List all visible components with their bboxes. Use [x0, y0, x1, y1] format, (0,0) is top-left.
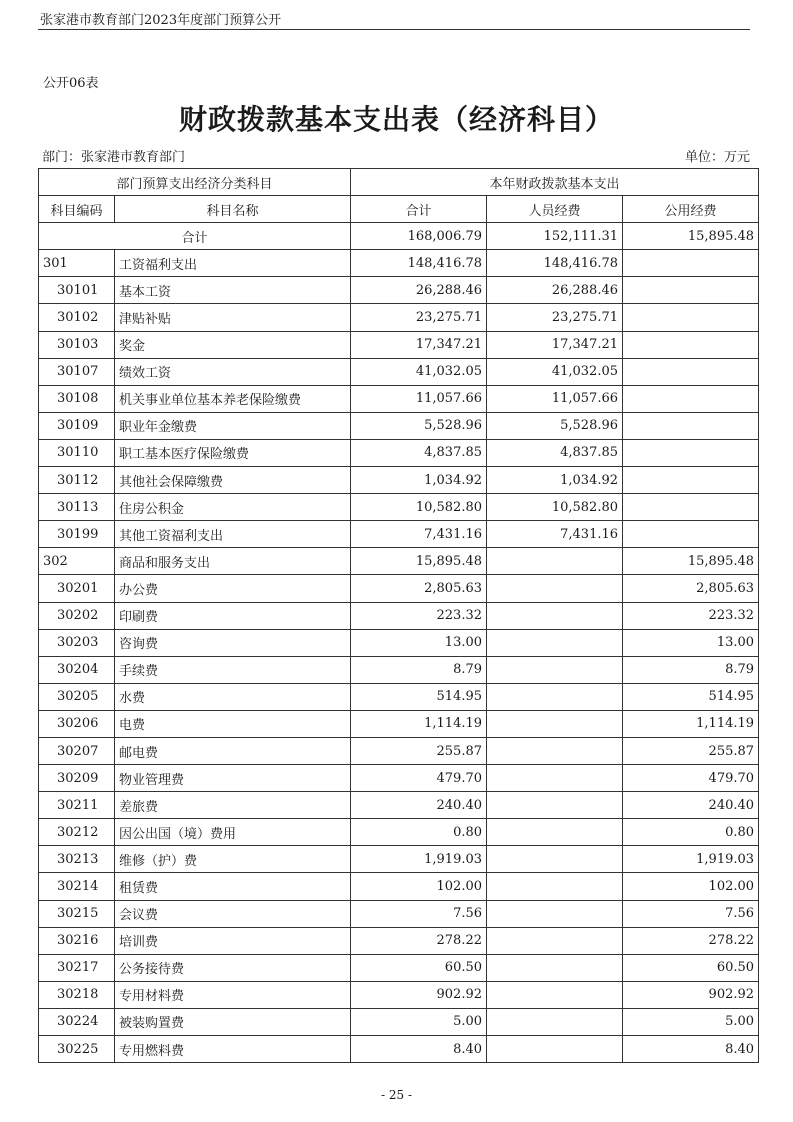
row-personnel	[487, 954, 623, 981]
row-public: 255.87	[623, 737, 759, 764]
row-personnel: 17,347.21	[487, 331, 623, 358]
group-header-row	[39, 169, 759, 196]
row-name: 商品和服务支出	[115, 548, 351, 575]
total-total: 168,006.79	[351, 223, 487, 250]
row-public: 8.79	[623, 656, 759, 683]
table-row	[39, 467, 759, 494]
row-name: 住房公积金	[115, 494, 351, 521]
row-name: 手续费	[115, 656, 351, 683]
table-row	[39, 873, 759, 900]
total-label: 合计	[39, 223, 351, 250]
row-public: 13.00	[623, 629, 759, 656]
table-row	[39, 1008, 759, 1035]
row-personnel: 26,288.46	[487, 277, 623, 304]
row-code: 30224	[39, 1008, 115, 1035]
row-personnel: 10,582.80	[487, 494, 623, 521]
row-total: 240.40	[351, 792, 487, 819]
row-name: 办公费	[115, 575, 351, 602]
row-code: 30113	[39, 494, 115, 521]
row-public: 0.80	[623, 819, 759, 846]
row-total: 278.22	[351, 927, 487, 954]
department-label: 部门：张家港市教育部门	[42, 150, 186, 165]
row-total: 60.50	[351, 954, 487, 981]
page-number: - 25 -	[380, 1088, 412, 1102]
row-public: 223.32	[623, 602, 759, 629]
row-total: 17,347.21	[351, 331, 487, 358]
row-code: 30206	[39, 710, 115, 737]
row-name: 专用燃料费	[115, 1036, 351, 1063]
row-name: 水费	[115, 683, 351, 710]
table-row	[39, 629, 759, 656]
row-public: 7.56	[623, 900, 759, 927]
row-name: 差旅费	[115, 792, 351, 819]
row-personnel	[487, 792, 623, 819]
row-total: 255.87	[351, 737, 487, 764]
table-row	[39, 250, 759, 277]
table-row	[39, 954, 759, 981]
row-public: 240.40	[623, 792, 759, 819]
row-name: 因公出国（境）费用	[115, 819, 351, 846]
row-personnel	[487, 1008, 623, 1035]
row-personnel	[487, 819, 623, 846]
row-public: 1,114.19	[623, 710, 759, 737]
row-total: 15,895.48	[351, 548, 487, 575]
row-code: 30207	[39, 737, 115, 764]
table-row	[39, 575, 759, 602]
row-total: 0.80	[351, 819, 487, 846]
table-row	[39, 819, 759, 846]
table-row	[39, 277, 759, 304]
row-personnel	[487, 683, 623, 710]
row-code: 30202	[39, 602, 115, 629]
column-header-total: 合计	[351, 196, 487, 223]
row-code: 30110	[39, 439, 115, 466]
row-total: 11,057.66	[351, 385, 487, 412]
row-total: 13.00	[351, 629, 487, 656]
table-row	[39, 656, 759, 683]
table-row	[39, 304, 759, 331]
row-total: 5.00	[351, 1008, 487, 1035]
row-personnel: 1,034.92	[487, 467, 623, 494]
row-name: 其他工资福利支出	[115, 521, 351, 548]
row-name: 培训费	[115, 927, 351, 954]
row-personnel: 23,275.71	[487, 304, 623, 331]
row-public: 902.92	[623, 981, 759, 1008]
column-header-name: 科目名称	[115, 196, 351, 223]
table-row	[39, 521, 759, 548]
row-code: 30225	[39, 1036, 115, 1063]
table-row	[39, 1036, 759, 1063]
row-name: 专用材料费	[115, 981, 351, 1008]
row-personnel: 148,416.78	[487, 250, 623, 277]
row-public: 15,895.48	[623, 548, 759, 575]
row-name: 邮电费	[115, 737, 351, 764]
row-code: 30212	[39, 819, 115, 846]
row-code: 30102	[39, 304, 115, 331]
table-number: 公开06表	[43, 76, 99, 91]
row-name: 公务接待费	[115, 954, 351, 981]
column-header-public: 公用经费	[623, 196, 759, 223]
page-title: 财政拨款基本支出表（经济科目）	[178, 103, 614, 136]
total-row	[39, 223, 759, 250]
row-code: 30103	[39, 331, 115, 358]
row-public: 102.00	[623, 873, 759, 900]
table-row	[39, 602, 759, 629]
table-row	[39, 412, 759, 439]
row-personnel	[487, 846, 623, 873]
row-code: 30213	[39, 846, 115, 873]
row-personnel: 5,528.96	[487, 412, 623, 439]
row-name: 会议费	[115, 900, 351, 927]
row-total: 23,275.71	[351, 304, 487, 331]
row-total: 902.92	[351, 981, 487, 1008]
row-total: 8.40	[351, 1036, 487, 1063]
row-name: 基本工资	[115, 277, 351, 304]
row-public: 514.95	[623, 683, 759, 710]
row-code: 30107	[39, 358, 115, 385]
row-public	[623, 412, 759, 439]
group-header-right: 本年财政拨款基本支出	[351, 169, 759, 196]
row-name: 其他社会保障缴费	[115, 467, 351, 494]
table-row	[39, 548, 759, 575]
table-row	[39, 981, 759, 1008]
row-personnel: 4,837.85	[487, 439, 623, 466]
row-personnel	[487, 629, 623, 656]
row-public	[623, 439, 759, 466]
row-total: 2,805.63	[351, 575, 487, 602]
row-code: 30218	[39, 981, 115, 1008]
column-header-personnel: 人员经费	[487, 196, 623, 223]
row-name: 职工基本医疗保险缴费	[115, 439, 351, 466]
row-code: 30201	[39, 575, 115, 602]
table-row	[39, 900, 759, 927]
row-total: 223.32	[351, 602, 487, 629]
row-code: 30112	[39, 467, 115, 494]
row-total: 7,431.16	[351, 521, 487, 548]
row-code: 30109	[39, 412, 115, 439]
row-total: 514.95	[351, 683, 487, 710]
row-total: 5,528.96	[351, 412, 487, 439]
row-code: 301	[39, 250, 115, 277]
row-total: 1,919.03	[351, 846, 487, 873]
total-personnel: 152,111.31	[487, 223, 623, 250]
column-header-code: 科目编码	[39, 196, 115, 223]
table-row	[39, 765, 759, 792]
row-personnel	[487, 765, 623, 792]
row-personnel: 7,431.16	[487, 521, 623, 548]
total-public: 15,895.48	[623, 223, 759, 250]
row-code: 30214	[39, 873, 115, 900]
budget-table-body	[39, 169, 759, 1063]
row-code: 30211	[39, 792, 115, 819]
row-personnel	[487, 548, 623, 575]
row-public: 2,805.63	[623, 575, 759, 602]
row-total: 10,582.80	[351, 494, 487, 521]
row-total: 41,032.05	[351, 358, 487, 385]
row-public	[623, 250, 759, 277]
row-personnel	[487, 900, 623, 927]
row-personnel: 11,057.66	[487, 385, 623, 412]
row-name: 职业年金缴费	[115, 412, 351, 439]
row-name: 奖金	[115, 331, 351, 358]
row-name: 被装购置费	[115, 1008, 351, 1035]
table-row	[39, 358, 759, 385]
row-name: 维修（护）费	[115, 846, 351, 873]
row-code: 30101	[39, 277, 115, 304]
row-public: 278.22	[623, 927, 759, 954]
row-code: 30203	[39, 629, 115, 656]
row-code: 30204	[39, 656, 115, 683]
row-name: 津贴补贴	[115, 304, 351, 331]
table-row	[39, 494, 759, 521]
row-personnel	[487, 656, 623, 683]
row-public: 479.70	[623, 765, 759, 792]
table-row	[39, 331, 759, 358]
row-code: 30215	[39, 900, 115, 927]
table-row	[39, 737, 759, 764]
row-name: 工资福利支出	[115, 250, 351, 277]
row-personnel	[487, 602, 623, 629]
row-personnel	[487, 737, 623, 764]
row-name: 租赁费	[115, 873, 351, 900]
column-header-row	[39, 196, 759, 223]
row-public	[623, 467, 759, 494]
row-public	[623, 331, 759, 358]
row-name: 机关事业单位基本养老保险缴费	[115, 385, 351, 412]
table-row	[39, 846, 759, 873]
unit-label: 单位：万元	[684, 150, 750, 165]
table-row	[39, 927, 759, 954]
row-public: 1,919.03	[623, 846, 759, 873]
row-total: 7.56	[351, 900, 487, 927]
row-public	[623, 358, 759, 385]
row-code: 30199	[39, 521, 115, 548]
row-name: 物业管理费	[115, 765, 351, 792]
row-total: 4,837.85	[351, 439, 487, 466]
budget-table	[38, 168, 759, 1063]
row-personnel	[487, 1036, 623, 1063]
row-name: 咨询费	[115, 629, 351, 656]
row-public	[623, 521, 759, 548]
row-code: 30209	[39, 765, 115, 792]
row-public: 60.50	[623, 954, 759, 981]
table-row	[39, 792, 759, 819]
row-public: 5.00	[623, 1008, 759, 1035]
group-header-left: 部门预算支出经济分类科目	[39, 169, 351, 196]
row-personnel	[487, 927, 623, 954]
row-total: 479.70	[351, 765, 487, 792]
running-header: 张家港市教育部门2023年度部门预算公开	[40, 13, 282, 28]
row-code: 302	[39, 548, 115, 575]
row-name: 绩效工资	[115, 358, 351, 385]
table-row	[39, 385, 759, 412]
row-personnel	[487, 873, 623, 900]
row-total: 148,416.78	[351, 250, 487, 277]
row-code: 30217	[39, 954, 115, 981]
table-row	[39, 683, 759, 710]
row-personnel	[487, 710, 623, 737]
row-code: 30108	[39, 385, 115, 412]
table-row	[39, 710, 759, 737]
table-row	[39, 439, 759, 466]
row-name: 印刷费	[115, 602, 351, 629]
row-public	[623, 277, 759, 304]
row-total: 1,114.19	[351, 710, 487, 737]
row-personnel: 41,032.05	[487, 358, 623, 385]
row-personnel	[487, 981, 623, 1008]
row-code: 30216	[39, 927, 115, 954]
row-personnel	[487, 575, 623, 602]
row-name: 电费	[115, 710, 351, 737]
row-code: 30205	[39, 683, 115, 710]
row-total: 8.79	[351, 656, 487, 683]
row-public	[623, 494, 759, 521]
row-public	[623, 304, 759, 331]
row-public: 8.40	[623, 1036, 759, 1063]
row-total: 26,288.46	[351, 277, 487, 304]
row-total: 102.00	[351, 873, 487, 900]
row-public	[623, 385, 759, 412]
row-total: 1,034.92	[351, 467, 487, 494]
header-rule	[38, 29, 750, 30]
